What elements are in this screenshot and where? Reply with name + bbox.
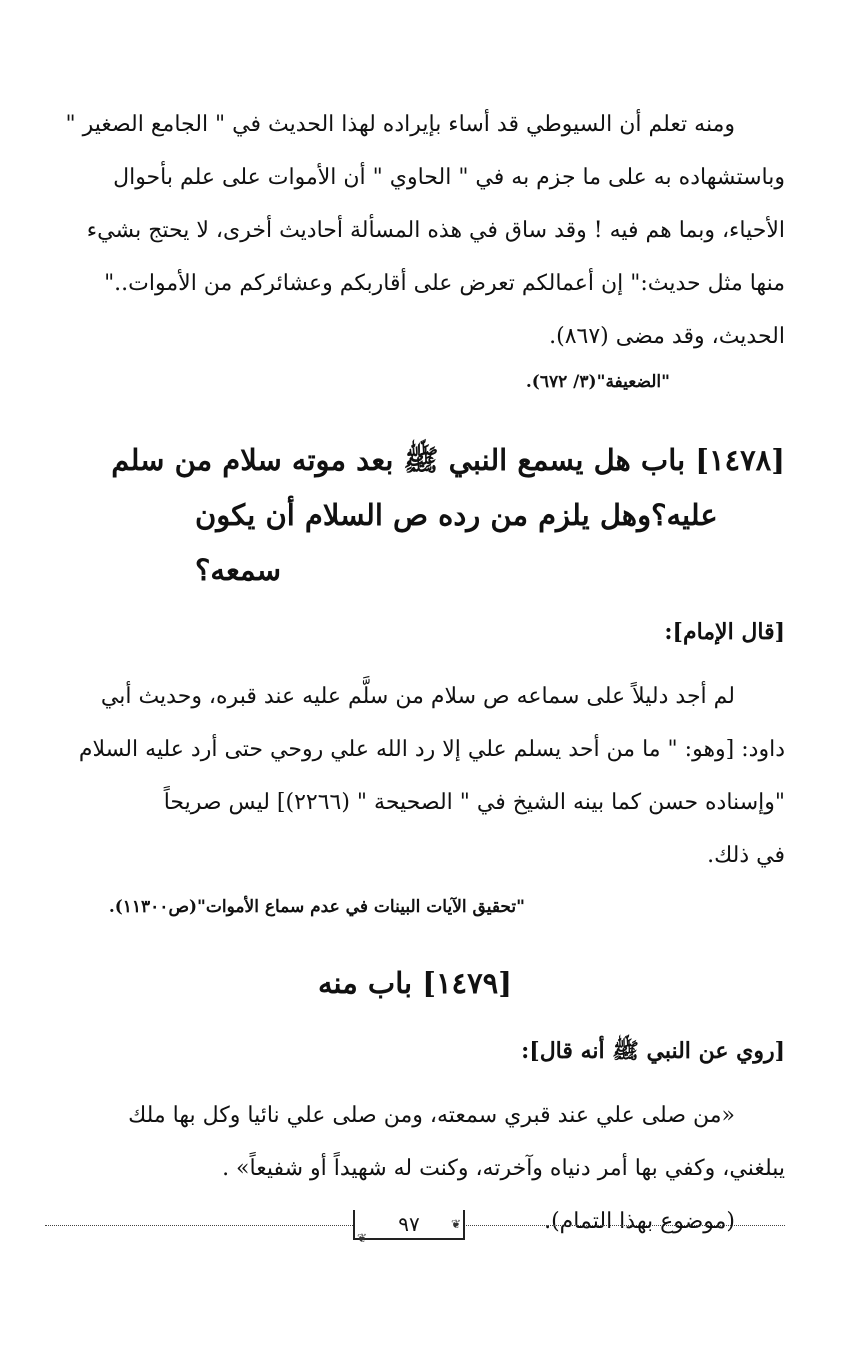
paragraph-line: الحديث، وقد مضى (٨٦٧). xyxy=(549,324,785,349)
paragraph-line: «من صلى علي عند قبري سمعته، ومن صلى علي نائيا وكل بها ملك xyxy=(128,1103,735,1128)
paragraph-2 xyxy=(45,670,785,882)
page-content xyxy=(45,98,785,1248)
verdict: (موضوع بهذا التمام). xyxy=(544,1209,735,1234)
paragraph-line: لم أجد دليلاً على سماعه ص سلام من سلَّم عليه عند قبره، وحديث أبي xyxy=(100,684,735,709)
paragraph-line: داود: [وهو: " ما من أحد يسلم علي إلا رد الله علي روحي حتى أرد عليه السلام xyxy=(78,737,785,762)
paragraph-1 xyxy=(45,98,785,363)
chapter-heading-line: عليه؟وهل يلزم من رده ص السلام أن يكون سمعه؟ xyxy=(195,498,718,587)
paragraph-line: ومنه تعلم أن السيوطي قد أساء بإيراده لهذا الحديث في " الجامع الصغير " xyxy=(65,112,735,137)
paragraph-line: يبلغني، وكفي بها أمر دنياه وآخرته، وكنت له شهيداً أو شفيعاً» . xyxy=(222,1156,785,1181)
paragraph-3 xyxy=(45,1089,785,1195)
chapter-heading-1479: [١٤٧٩] باب منه xyxy=(317,966,512,1000)
page-number: ٩٧ xyxy=(398,1212,420,1236)
paragraph-line: في ذلك. xyxy=(707,843,785,868)
page-footer xyxy=(45,1210,785,1245)
ornament-icon: ❦ xyxy=(450,1217,461,1231)
narration-label: [روي عن النبي ﷺ أنه قال]: xyxy=(521,1038,785,1064)
source-citation-1: "الضعيفة"(٣/ ٦٧٢). xyxy=(525,372,670,392)
chapter-heading-1478 xyxy=(45,433,785,598)
paragraph-line: وباستشهاده به على ما جزم به في " الحاوي " أن الأموات على علم بأحوال xyxy=(113,165,785,190)
imam-label: [قال الإمام]: xyxy=(664,619,785,645)
ornament-icon: ❦ xyxy=(357,1231,368,1245)
paragraph-line: منها مثل حديث:" إن أعمالكم تعرض على أقاربكم وعشائركم من الأموات.." xyxy=(104,271,785,296)
paragraph-line: الأحياء، وبما هم فيه ! وقد ساق في هذه المسألة أحاديث أخرى، لا يحتج بشيء xyxy=(86,218,785,243)
page-number-box xyxy=(353,1210,465,1245)
source-citation-2: "تحقيق الآيات البينات في عدم سماع الأموات"(ص١١٣٠٠). xyxy=(108,897,525,917)
paragraph-line: "وإسناده حسن كما بينه الشيخ في " الصحيحة " (٢٢٦٦)] ليس صريحاً xyxy=(163,790,785,815)
chapter-heading-line: [١٤٧٨] باب هل يسمع النبي ﷺ بعد موته سلام من سلم xyxy=(111,443,785,477)
